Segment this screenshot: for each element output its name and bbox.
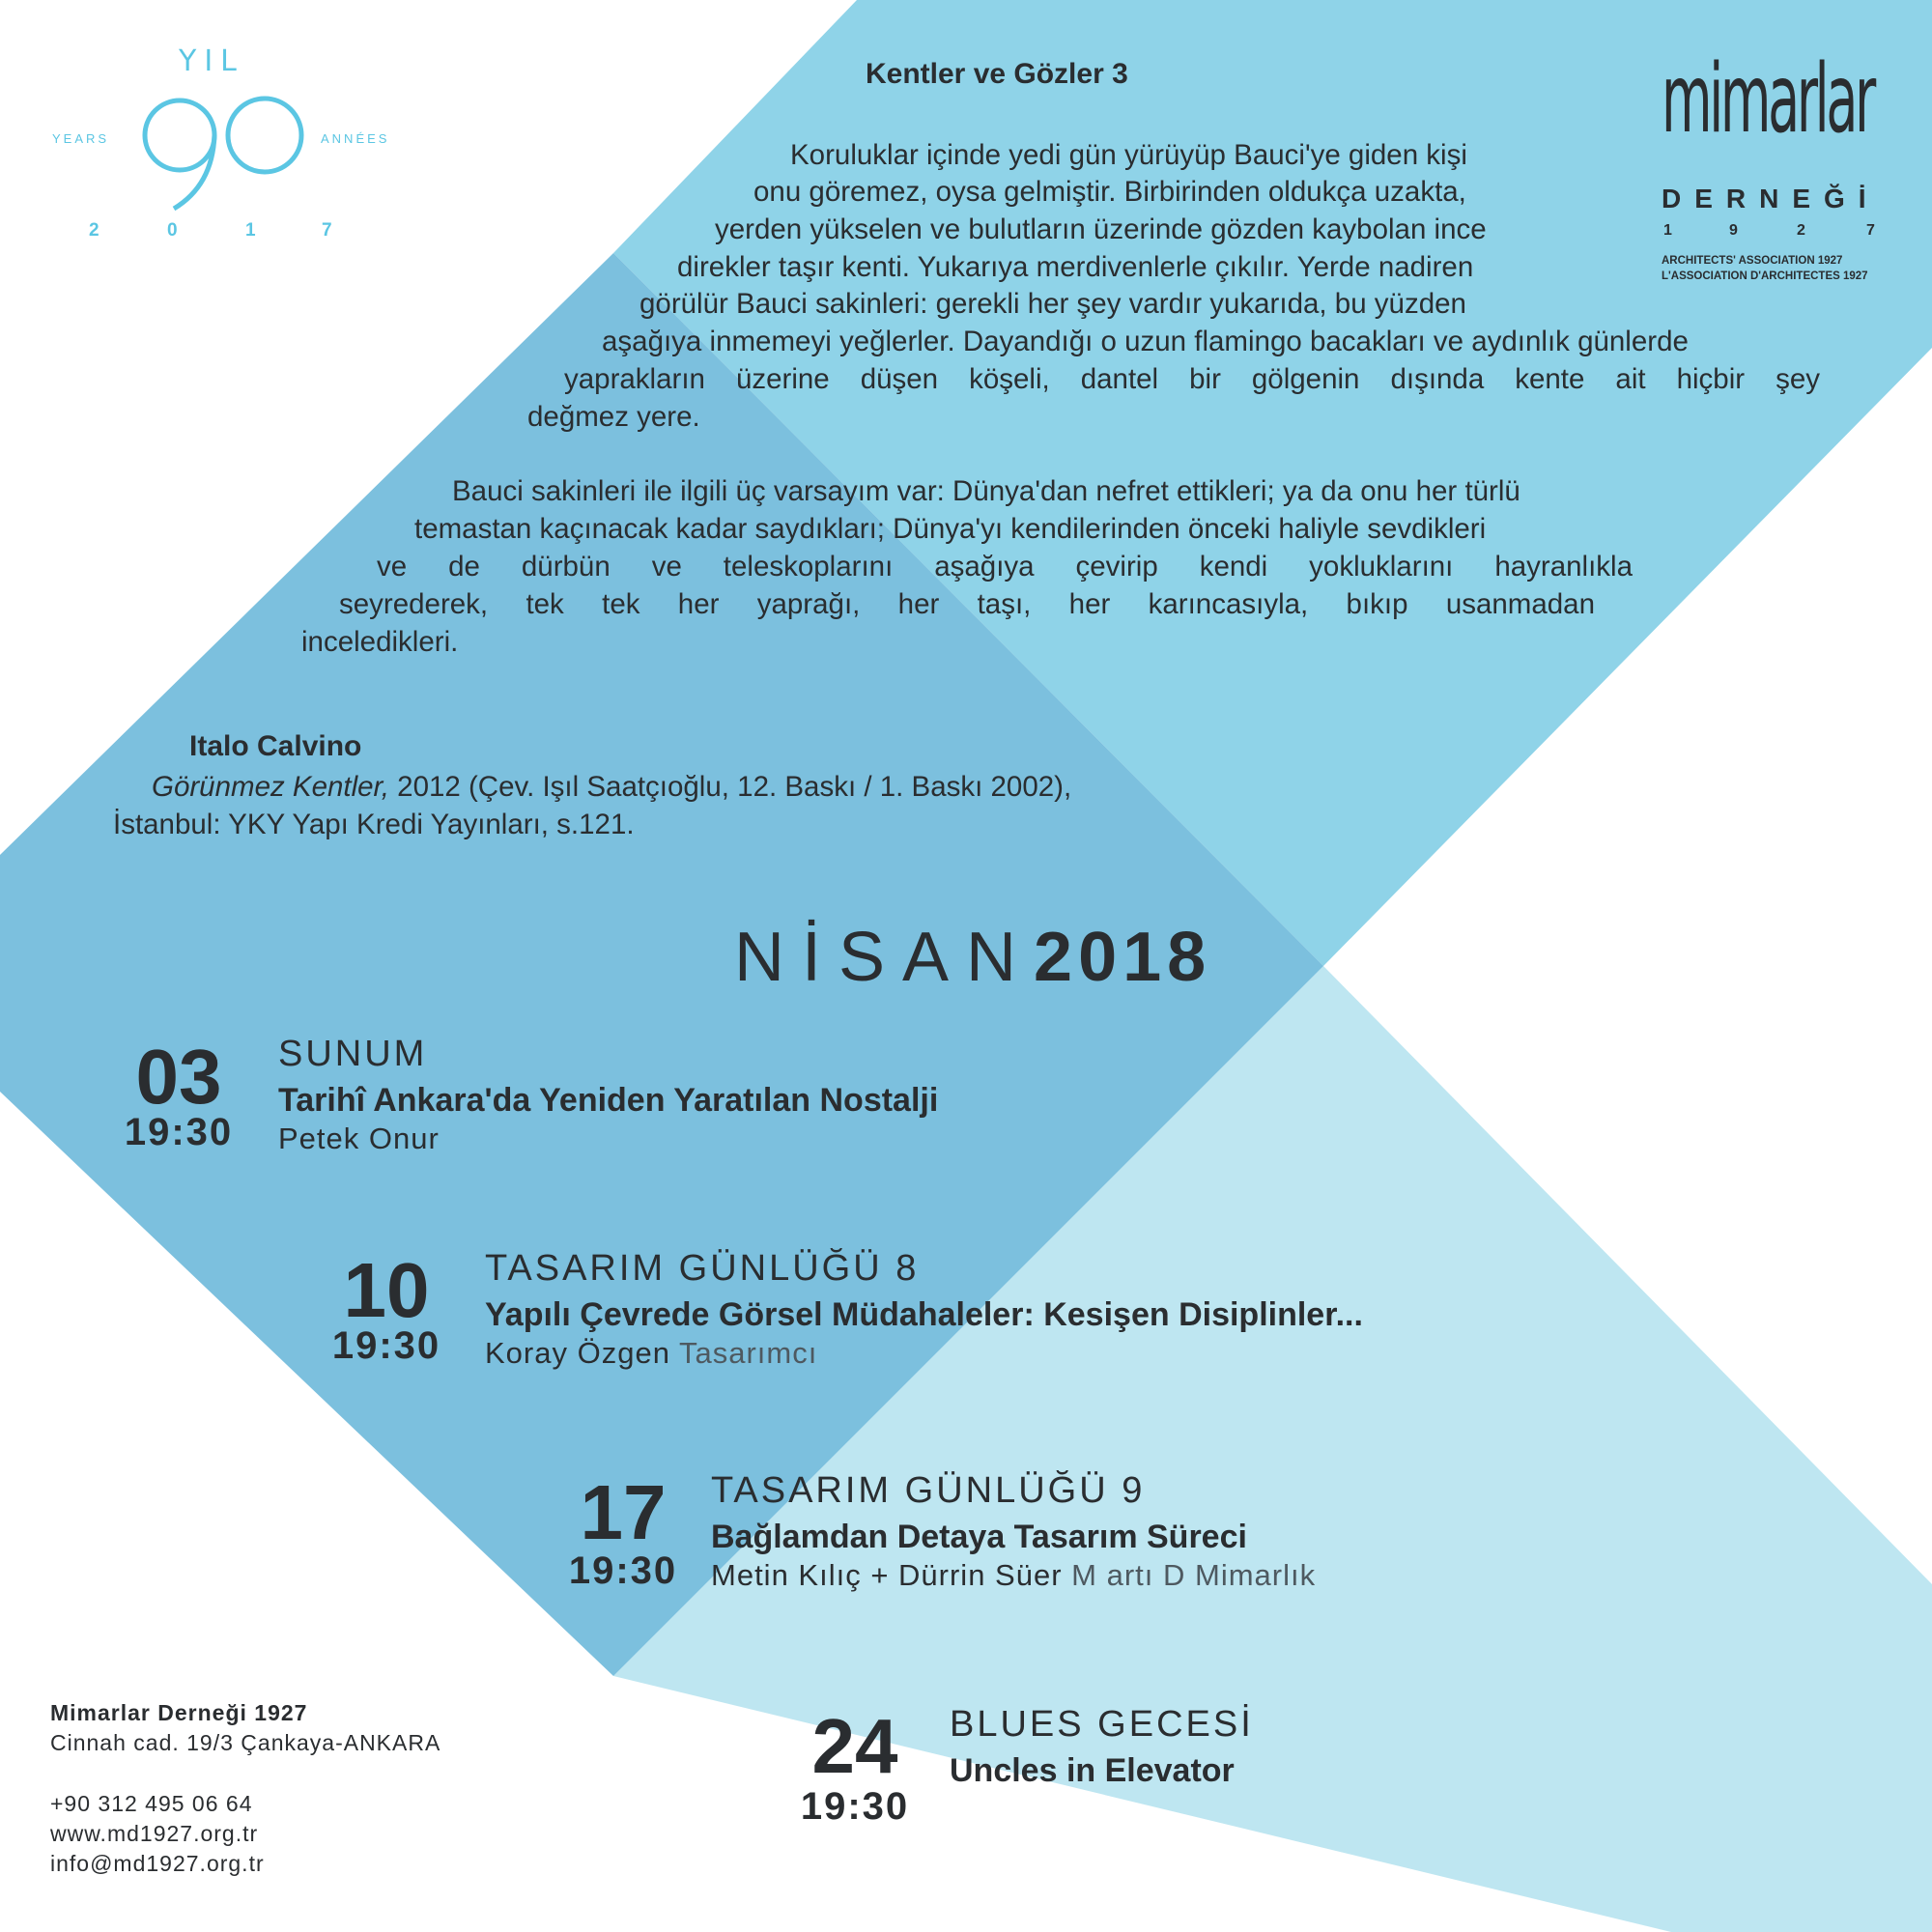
contact-email-link[interactable]: info@md1927.org.tr	[50, 1851, 265, 1876]
contact-website-link[interactable]: www.md1927.org.tr	[50, 1821, 259, 1846]
month-heading	[734, 919, 1212, 996]
event-speaker-org: M artı D Mimarlık	[1071, 1558, 1317, 1592]
event-category: TASARIM GÜNLÜĞÜ 8	[485, 1248, 920, 1289]
event-day: 17	[580, 1469, 667, 1555]
event-day: 10	[343, 1247, 430, 1333]
quote-author: Italo Calvino	[189, 730, 362, 762]
event-time: 19:30	[124, 1111, 234, 1153]
logo-year-digit: 7	[1866, 222, 1875, 239]
contact-spacer	[50, 1758, 440, 1789]
logo-years-text: YEARS	[52, 131, 110, 146]
month-name: NİSAN	[734, 919, 1035, 996]
logo-assoc-en: ARCHITECTS' ASSOCIATION 1927	[1662, 255, 1843, 267]
event-speaker-name: Koray Özgen	[485, 1336, 670, 1370]
logo-year-digit: 0	[167, 220, 178, 241]
logo-year-digit: 9	[1729, 222, 1738, 239]
mimarlar-dernegi-logo	[1662, 44, 1884, 292]
event-title: Bağlamdan Detaya Tasarım Süreci	[711, 1519, 1247, 1555]
book-title: Görünmez Kentler,	[152, 771, 389, 803]
month-year: 2018	[1034, 919, 1212, 996]
quote-line: seyrederek, tek tek her yaprağı, her taşı, her karıncasıyla, bıkıp usanmadan	[339, 588, 1595, 620]
logo-yil-text: YIL	[179, 44, 244, 78]
quote-line: yerden yükselen ve bulutların üzerinde gözden kaybolan ince	[715, 213, 1487, 245]
event-speaker-name: Metin Kılıç + Dürrin Süer	[711, 1558, 1063, 1592]
contact-info	[50, 1698, 440, 1879]
quote-line: aşağıya inmemeyi yeğlerler. Dayandığı o uzun flamingo bacakları ve aydınlık günlerde	[602, 326, 1689, 357]
logo-year-digit: 2	[89, 220, 99, 241]
contact-org-name: Mimarlar Derneği 1927	[50, 1700, 308, 1725]
logo-year-digit: 1	[245, 220, 256, 241]
contact-address: Cinnah cad. 19/3 Çankaya-ANKARA	[50, 1730, 441, 1755]
anniversary-logo	[39, 39, 406, 270]
logo-dernegi-word: DERNEĞİ	[1662, 184, 1880, 213]
ninety-number-text: 90	[135, 89, 137, 90]
logo-association-lines	[1662, 253, 1868, 284]
event-category: TASARIM GÜNLÜĞÜ 9	[711, 1470, 1146, 1511]
event-speaker-name: Petek Onur	[278, 1122, 440, 1155]
event-speaker-org: Tasarımcı	[679, 1336, 818, 1370]
quote-citation	[152, 771, 1071, 804]
event-category: SUNUM	[278, 1034, 428, 1074]
ninety-mark	[135, 89, 328, 214]
quote-line: Bauci sakinleri ile ilgili üç varsayım var: Dünya'dan nefret ettikleri; ya da onu her türlü	[452, 475, 1520, 507]
event-speaker	[711, 1560, 1316, 1590]
event-title: Uncles in Elevator	[950, 1752, 1235, 1789]
event-day: 24	[811, 1703, 898, 1789]
event-speaker	[485, 1338, 817, 1368]
logo-year-digit: 1	[1663, 222, 1672, 239]
logo-annees-text: ANNÉES	[321, 131, 390, 146]
event-time: 19:30	[331, 1324, 441, 1367]
quote-line: inceledikleri.	[301, 626, 459, 658]
quote-line: ve de dürbün ve teleskoplarını aşağıya çevirip kendi yokluklarını hayranlıkla	[377, 551, 1633, 582]
logo-year-digit: 2	[1797, 222, 1805, 239]
event-speaker	[278, 1123, 440, 1153]
quote-line: değmez yere.	[527, 401, 700, 433]
quote-line: görülür Bauci sakinleri: gerekli her şey vardır yukarıda, bu yüzden	[639, 288, 1466, 320]
logo-assoc-fr: L'ASSOCIATION D'ARCHITECTES 1927	[1662, 270, 1868, 282]
quote-line: onu göremez, oysa gelmiştir. Birbirinden oldukça uzakta,	[753, 176, 1466, 208]
event-category: BLUES GECESİ	[950, 1704, 1254, 1745]
logo-year-digit: 7	[322, 220, 332, 241]
quote-line: yaprakların üzerine düşen köşeli, dantel bir gölgenin dışında kente ait hiçbir şey	[564, 363, 1820, 395]
logo-mimarlar-word: mimarlar	[1662, 44, 1873, 155]
event-time: 19:30	[568, 1549, 678, 1592]
event-day: 03	[135, 1034, 222, 1120]
quote-title: Kentler ve Gözler 3	[866, 58, 1128, 90]
quote-publisher: İstanbul: YKY Yapı Kredi Yayınları, s.121.	[113, 809, 635, 840]
quote-line: temastan kaçınacak kadar saydıkları; Dünya'yı kendilerinden önceki haliyle sevdikleri	[414, 513, 1487, 545]
event-title: Yapılı Çevrede Görsel Müdahaleler: Kesişen Disiplinler...	[485, 1296, 1363, 1333]
book-details: 2012 (Çev. Işıl Saatçıoğlu, 12. Baskı / 1. Baskı 2002),	[388, 771, 1072, 803]
contact-phone[interactable]: +90 312 495 06 64	[50, 1791, 253, 1816]
event-time: 19:30	[800, 1785, 910, 1828]
quote-line: direkler taşır kenti. Yukarıya merdivenlerle çıkılır. Yerde nadiren	[677, 251, 1474, 283]
event-title: Tarihî Ankara'da Yeniden Yaratılan Nostalji	[278, 1082, 939, 1119]
quote-line: Koruluklar içinde yedi gün yürüyüp Bauci'ye giden kişi	[790, 139, 1467, 171]
